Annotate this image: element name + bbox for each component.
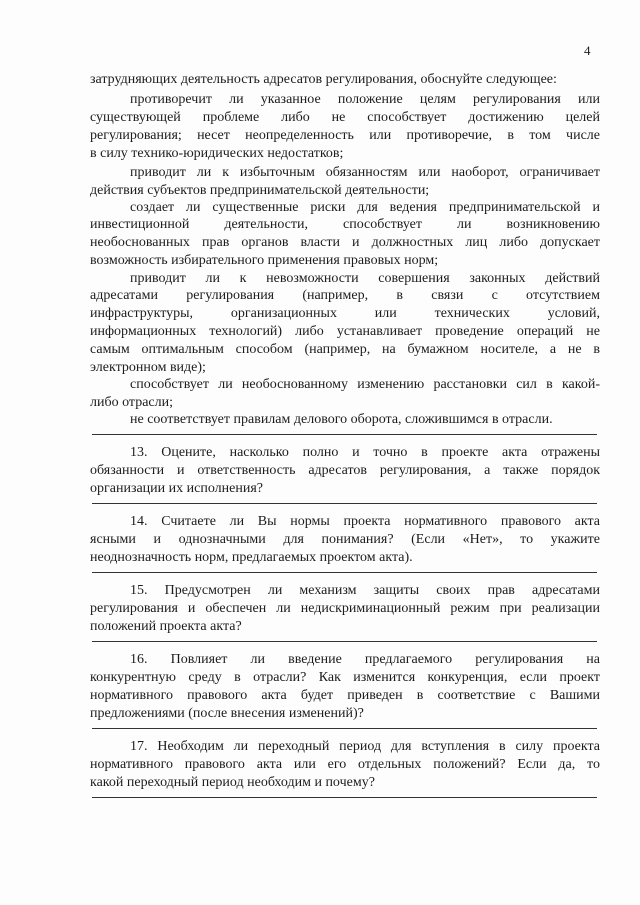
intro-item-line: не соответствует правилам делового оборота, сложившимся в отрасли. — [130, 412, 553, 427]
intro-item-line: либо отрасли; — [90, 395, 174, 410]
question-17-line: 17. Необходим ли переходный период для вступления в силу проекта — [130, 739, 600, 754]
question-14-line: 14. Считаете ли Вы нормы проекта нормативного правового акта — [130, 514, 600, 529]
question-13-line: организации их исполнения? — [90, 481, 263, 496]
intro-item-line: приводит ли к невозможности совершения законных действий — [130, 271, 600, 286]
answer-line — [92, 434, 597, 435]
question-15-line: положений проекта акта? — [90, 619, 242, 634]
answer-line — [92, 572, 597, 573]
intro-item-line: существующей проблеме либо не способствует достижению целей — [90, 110, 600, 125]
question-13-line: 13. Оцените, насколько полно и точно в проекте акта отражены — [130, 445, 600, 460]
intro-item-line: электронном виде); — [90, 360, 206, 375]
question-17-line: какой переходный период необходим и почему? — [90, 775, 375, 790]
answer-line — [92, 728, 597, 729]
intro-item-line: возможность избирательного применения правовых норм; — [90, 253, 439, 268]
answer-line — [92, 503, 597, 504]
question-17-line: нормативного правового акта или его отдельных положений? Если да, то — [90, 757, 600, 772]
question-16-line: нормативного правового акта будет приведен в соответствие с Вашими — [90, 688, 600, 703]
intro-item-line: действия субъектов предпринимательской деятельности; — [90, 183, 430, 198]
intro-item-line: создает ли существенные риски для ведения предпринимательской и — [130, 200, 600, 215]
intro-item-line: самым оптимальным способом (например, на бумажном носителе, а не в — [90, 342, 600, 357]
question-15-line: 15. Предусмотрен ли механизм защиты своих прав адресатами — [130, 583, 600, 598]
question-13-line: обязанности и ответственность адресатов регулирования, а также порядок — [90, 463, 600, 478]
question-15-line: регулирования и обеспечен ли недискриминационный режим при реализации — [90, 601, 600, 616]
intro-item-line: инфраструктуры, организационных или технических условий, — [90, 306, 600, 321]
question-14-line: ясными и однозначными для понимания? (Если «Нет», то укажите — [90, 532, 600, 547]
question-14-line: неоднозначность норм, предлагаемых проектом акта). — [90, 550, 413, 565]
intro-item-line: противоречит ли указанное положение целям регулирования или — [130, 92, 600, 107]
answer-line — [92, 641, 597, 642]
intro-item-line: в силу технико-юридических недостатков; — [90, 146, 344, 161]
page-number: 4 — [584, 43, 591, 58]
intro-item-line: способствует ли необоснованному изменению расстановки сил в какой- — [130, 377, 600, 392]
intro-item-line: информационных технологий) либо устанавливает проведение операций не — [90, 324, 600, 339]
intro-item-line: необоснованных прав органов власти и должностных лиц либо допускает — [90, 235, 600, 250]
question-16-line: предложениями (после внесения изменений)? — [90, 706, 364, 721]
answer-line — [92, 797, 597, 798]
question-16-line: 16. Повлияет ли введение предлагаемого регулирования на — [130, 652, 600, 667]
intro-item-line: инвестиционной деятельности, способствует ли возникновению — [90, 217, 600, 232]
intro-lead: затрудняющих деятельность адресатов регулирования, обоснуйте следующее: — [90, 72, 557, 87]
intro-item-line: приводит ли к избыточным обязанностям или наоборот, ограничивает — [130, 165, 600, 180]
question-16-line: конкурентную среду в отрасли? Как изменится конкуренция, если проект — [90, 670, 600, 685]
intro-item-line: регулирования; несет неопределенность или противоречие, в том числе — [90, 128, 600, 143]
intro-item-line: адресатами регулирования (например, в связи с отсутствием — [90, 288, 600, 303]
